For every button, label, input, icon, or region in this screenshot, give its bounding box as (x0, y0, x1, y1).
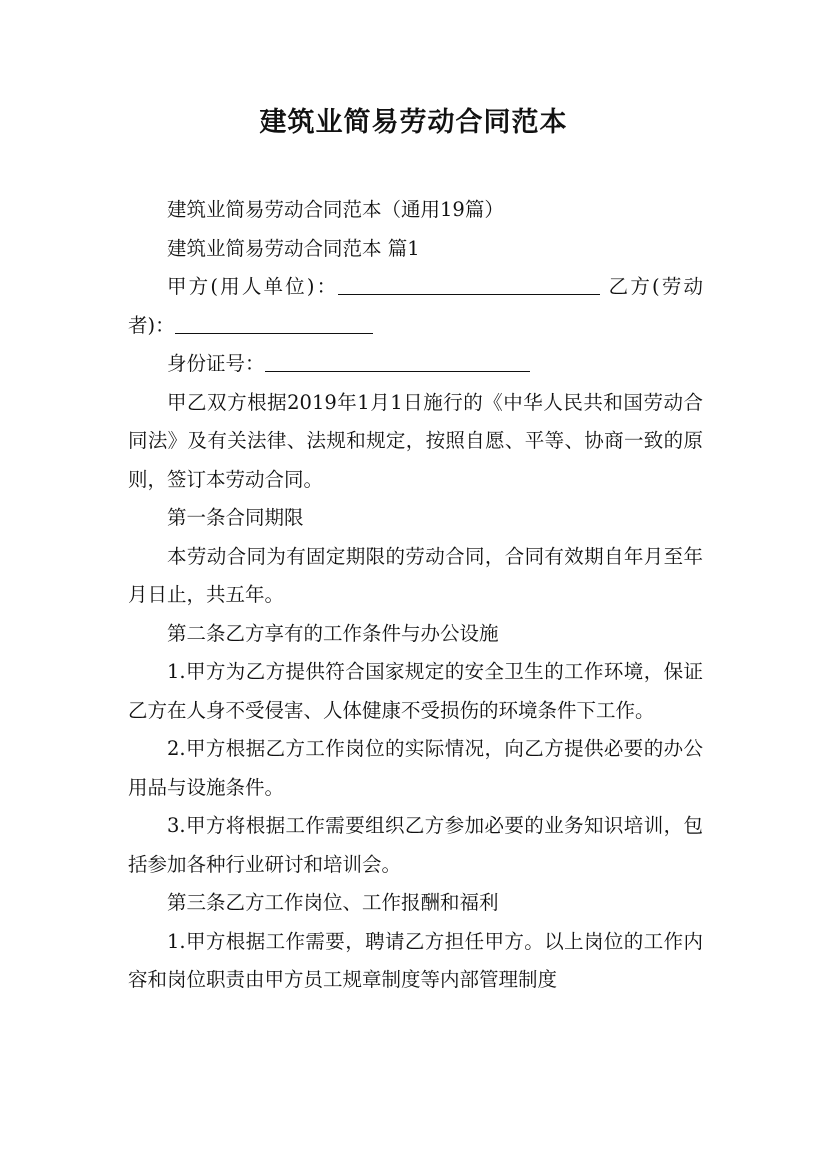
document-title: 建筑业简易劳动合同范本 (259, 107, 568, 138)
contract-heading: 建筑业简易劳动合同范本 篇1 (167, 236, 420, 260)
contract-collection-heading: 建筑业简易劳动合同范本（通用19篇） (167, 198, 504, 221)
article-2-item-2: 2.甲方根据乙方工作岗位的实际情况，向乙方提供必要的办公用品与设施条件。 (128, 737, 703, 799)
id-number-blank (265, 351, 530, 372)
document-body (128, 191, 703, 1000)
article-2-item-1: 1.甲方为乙方提供符合国家规定的安全卫生的工作环境，保证乙方在人身不受侵害、人体健康不受损伤的环境条件下工作。 (128, 660, 703, 722)
preamble-paragraph: 甲乙双方根据2019年1月1日施行的《中华人民共和国劳动合同法》及有关法律、法规和规定，按照自愿、平等、协商一致的原则，签订本劳动合同。 (128, 390, 703, 491)
article-1-heading: 第一条合同期限 (167, 506, 304, 529)
parties-line (128, 268, 703, 345)
id-number-line (128, 345, 703, 384)
article-2-heading: 第二条乙方享有的工作条件与办公设施 (167, 621, 499, 645)
party-a-blank (338, 274, 600, 295)
party-b-blank (175, 313, 373, 334)
party-b-label: 乙方(劳动者)： (128, 275, 704, 337)
article-3-heading: 第三条乙方工作岗位、工作报酬和福利 (167, 891, 499, 914)
id-number-label: 身份证号： (167, 352, 265, 375)
party-a-label: 甲方(用人单位)： (167, 275, 339, 298)
article-3-item-1: 1.甲方根据工作需要，聘请乙方担任甲方。以上岗位的工作内容和岗位职责由甲方员工规章制度等内部管理制度 (128, 929, 703, 991)
article-2-item-3: 3.甲方将根据工作需要组织乙方参加必要的业务知识培训，包括参加各种行业研讨和培训会。 (128, 814, 703, 876)
article-1-paragraph: 本劳动合同为有固定期限的劳动合同，合同有效期自年月至年月日止，共五年。 (128, 544, 703, 606)
